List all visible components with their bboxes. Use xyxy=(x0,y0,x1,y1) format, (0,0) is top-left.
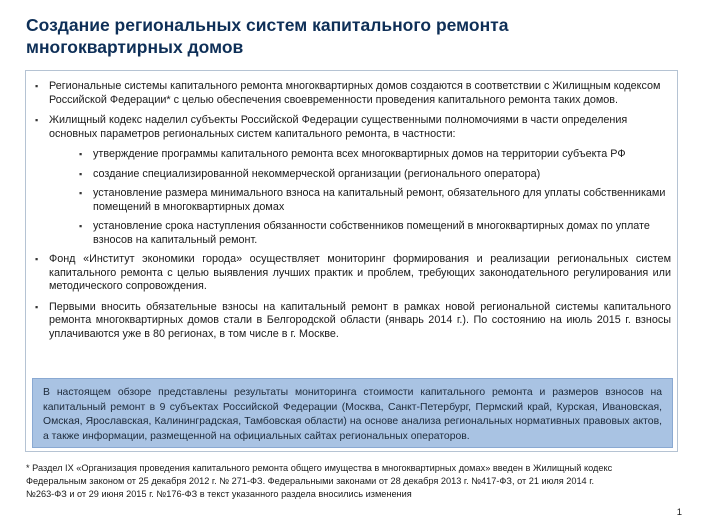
bullet-item: ▪ Жилищный кодекс наделил субъекты Российской Федерации существенными полномочиями в части определения основных параметров региональных систем капитального ремонта, в частности: xyxy=(35,114,671,141)
footnote-line: №263-ФЗ и от 29 июня 2015 г. №176-ФЗ в текст указанного раздела вносились изменения xyxy=(26,489,412,499)
sub-bullet-list xyxy=(35,148,671,247)
content-frame xyxy=(25,70,678,452)
content-body xyxy=(35,80,671,348)
footnote-line: Федеральным законом от 25 декабря 2012 г. № 271-ФЗ. Федеральными законами от 28 декабря 2013 г. №417-ФЗ, от 21 июля 2014 г. xyxy=(26,476,594,486)
footnote xyxy=(26,462,686,501)
highlight-box: В настоящем обзоре представлены результаты мониторинга стоимости капитального ремонта и размеров взносов на капитальный ремонт в 9 субъектах Российской Федерации (Москва, Санкт-Петербург, Пермский край, Курская, Ивановская, Омская, Ярославская, Калининградская, Тамбовская области) на основе анализа региональных нормативных правовых актов, а также информации, размещенной на официальных сайтах региональных операторов. xyxy=(32,378,673,448)
sub-bullet-item: ▪ утверждение программы капитального ремонта всех многоквартирных домов на территории субъекта РФ xyxy=(79,148,671,162)
page-number: 1 xyxy=(676,507,682,518)
sub-bullet-item: ▪ установление срока наступления обязанности собственников помещений в многоквартирных домах по уплате взносов на капитальный ремонт. xyxy=(79,220,671,247)
footnote-line: * Раздел IX «Организация проведения капитального ремонта общего имущества в многоквартирных домах» введен в Жилищный кодекс xyxy=(26,463,613,473)
page-title: Создание региональных систем капитального ремонта многоквартирных домов xyxy=(26,15,509,57)
bullet-group xyxy=(35,114,671,247)
bullet-item: ▪ Первыми вносить обязательные взносы на капитальный ремонт в рамках новой региональной системы капитального ремонта многоквартирных домов стали в Белгородской области (январь 2014 г.). По состоянию на июль 2015 г. взносы уплачиваются уже в 80 регионах, в том числе в г. Москве. xyxy=(35,301,671,342)
sub-bullet-item: ▪ установление размера минимального взноса на капитальный ремонт, обязательного для уплаты собственниками помещений в многоквартирных домах xyxy=(79,187,671,214)
sub-bullet-item: ▪ создание специализированной некоммерческой организации (регионального оператора) xyxy=(79,168,671,182)
bullet-item: ▪ Региональные системы капитального ремонта многоквартирных домов создаются в соответствии с Жилищным кодексом Российской Федерации* с целью обеспечения своевременности проведения капитального ремонта таких домов. xyxy=(35,80,671,107)
bullet-item: ▪ Фонд «Институт экономики города» осуществляет мониторинг формирования и реализации региональных систем капитального ремонта с целью выявления лучших практик и проблем, требующих законодательного регулирования или методического сопровождения. xyxy=(35,253,671,294)
